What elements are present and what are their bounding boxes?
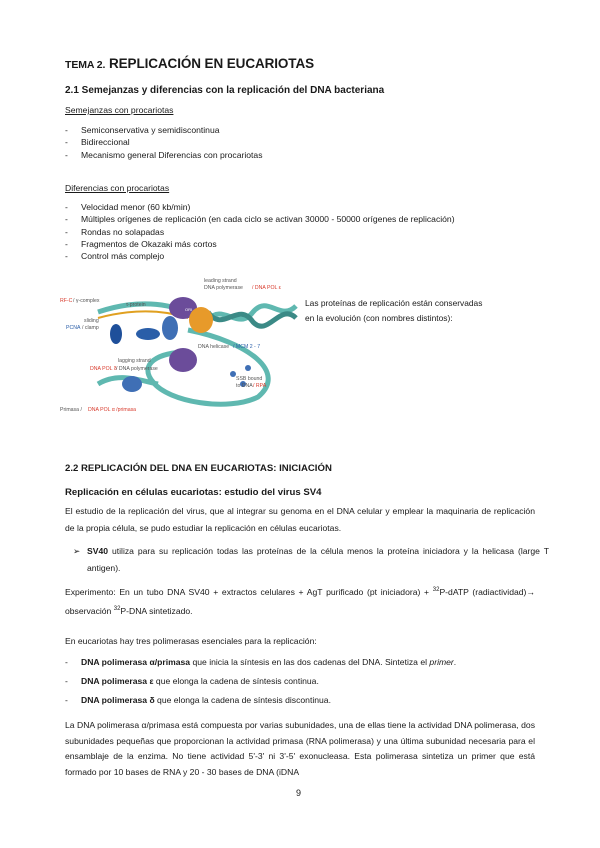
label-rfc: RF-C bbox=[60, 298, 73, 304]
experiment-text-b: P-dATP (radiactividad)→ observación bbox=[65, 586, 535, 616]
final-paragraph: La DNA polimerasa α/primasa está compuesta por varias subunidades, una de ellas tiene la actividad DNA polimerasa, dos subunidades pequeñas que proporcionan la actividad primasa (RNA polimerasa) y una última subunidad necesaria para el ensamblaje de la enzima. No tiene actividad 5'-3' ni 3'-5' exonucleasa. Esta polimerasa sintetiza un primer que está formado por 10 bases de RNA y 20 - 30 bases de DNA (iDNA bbox=[65, 720, 535, 777]
label-tau: τ-protein bbox=[126, 302, 146, 308]
clamp-loader-shape bbox=[136, 328, 160, 340]
polymerases-intro: En eucariotas hay tres polimerasas esenciales para la replicación: bbox=[65, 636, 317, 646]
list-item: - Rondas no solapadas bbox=[65, 226, 565, 238]
page-title bbox=[65, 56, 314, 71]
pol-alpha-end: . bbox=[453, 657, 457, 667]
primer-italic: primer bbox=[429, 657, 454, 667]
label-leading-pol: DNA polymerase bbox=[204, 285, 243, 291]
page-number: 9 bbox=[296, 788, 302, 798]
section2-subheading: Replicación en células eucariotas: estudio del virus SV4 bbox=[65, 487, 322, 498]
experiment-paragraph bbox=[65, 582, 535, 620]
list-item: - Velocidad menor (60 kb/min) bbox=[65, 201, 565, 213]
sv40-bold: SV40 bbox=[87, 546, 109, 556]
replication-fork-diagram bbox=[58, 272, 303, 418]
pol-alpha-desc: que inicia la síntesis en las dos cadenas del DNA. Sintetiza el bbox=[190, 657, 430, 667]
differences-list bbox=[65, 201, 565, 262]
list-item bbox=[65, 691, 545, 710]
label-lagging-pol: / DNA polymerase bbox=[116, 366, 158, 372]
figure-caption-line-2: en la evolución (con nombres distintos): bbox=[305, 313, 453, 323]
parental-dna-helix bbox=[208, 306, 296, 326]
figure-caption bbox=[305, 296, 482, 326]
label-rfc-prok: / γ-complex bbox=[73, 298, 100, 304]
pol-alpha-name: DNA polimerasa α/primasa bbox=[81, 657, 191, 667]
similarities-list bbox=[65, 124, 545, 161]
title-main: REPLICACIÓN EN EUCARIOTAS bbox=[109, 56, 315, 71]
isotope-superscript: 32 bbox=[113, 605, 121, 612]
lagging-polymerase-shape bbox=[169, 348, 197, 372]
label-rpa: / RPA bbox=[253, 383, 267, 389]
section1-heading: 2.1 Semejanzas y diferencias con la replicación del DNA bacteriana bbox=[65, 85, 385, 96]
ori-label: ORI bbox=[185, 307, 193, 312]
isotope-superscript: 32 bbox=[432, 587, 440, 593]
experiment-text-c: P-DNA sintetizado. bbox=[120, 605, 193, 616]
label-pcna: PCNA bbox=[66, 325, 81, 331]
list-item: - Bidireccional bbox=[65, 136, 545, 148]
title-prefix: TEMA 2. bbox=[65, 59, 106, 71]
list-item bbox=[65, 672, 545, 691]
primase-shape bbox=[122, 376, 142, 392]
figure-caption-line-1: Las proteínas de replicación están conservadas bbox=[305, 298, 483, 308]
label-ssb-2: to DNA bbox=[236, 383, 253, 389]
differences-heading: Diferencias con procariotas bbox=[65, 183, 170, 193]
experiment-text-a: Experimento: En un tubo DNA SV40 + extractos celulares + AgT purificado (pt iniciadora) + bbox=[65, 586, 433, 597]
sv40-text: utiliza para su replicación todas las proteínas de la célula menos la proteína iniciadora y la helicasa (large T antigen). bbox=[87, 546, 549, 573]
pol-delta-desc: que elonga la cadena de síntesis discontinua. bbox=[154, 695, 331, 705]
label-leading-pol-euk: / DNA POL ε bbox=[252, 285, 281, 291]
sliding-clamp-shape bbox=[110, 324, 122, 344]
arrow-bullet-icon: ➢ bbox=[73, 546, 81, 556]
label-lagging-strand: lagging strand bbox=[118, 358, 151, 364]
label-pol-alpha: DNA POL α /primasa bbox=[88, 407, 137, 413]
list-item: - Mecanismo general Diferencias con procariotas bbox=[65, 149, 545, 161]
label-primasa: Primasa / bbox=[60, 407, 82, 413]
label-mcm: / MCM 2 - 7 bbox=[233, 344, 261, 350]
label-ssb: SSB bound bbox=[236, 376, 263, 382]
pol-delta-name: DNA polimerasa δ bbox=[81, 695, 155, 705]
label-leading-strand: leading strand bbox=[204, 278, 237, 284]
label-sliding: sliding bbox=[84, 318, 99, 324]
list-item: - Múltiples orígenes de replicación (en cada ciclo se activan 30000 - 50000 orígenes de replicación) bbox=[65, 213, 565, 225]
similarities-heading: Semejanzas con procariotas bbox=[65, 105, 174, 115]
sv40-bullet bbox=[73, 543, 549, 577]
tau-protein-shape bbox=[162, 316, 178, 340]
polymerases-list bbox=[65, 653, 545, 710]
ssb-dot bbox=[245, 365, 251, 371]
list-item: - Control más complejo bbox=[65, 250, 565, 262]
pol-epsilon-name: DNA polimerasa ε bbox=[81, 676, 154, 686]
pol-epsilon-desc: que elonga la cadena de síntesis continua. bbox=[153, 676, 319, 686]
list-item: - Fragmentos de Okazaki más cortos bbox=[65, 238, 565, 250]
section2-heading: 2.2 REPLICACIÓN DEL DNA EN EUCARIOTAS: INICIACIÓN bbox=[65, 463, 332, 474]
list-item bbox=[65, 653, 545, 672]
label-lagging-pol-euk: DNA POL δ bbox=[90, 366, 117, 372]
label-helicase: DNA helicase bbox=[198, 344, 230, 350]
list-item: - Semiconservativa y semidiscontinua bbox=[65, 124, 545, 136]
helicase-shape bbox=[189, 307, 213, 333]
label-clamp: / clamp bbox=[82, 325, 99, 331]
sv40-paragraph: El estudio de la replicación del virus, que al integrar su genoma en el DNA celular y emplear la maquinaria de replicación de la propia célula, se pudo estudiar la replicación en células eucariotas. bbox=[65, 506, 535, 533]
